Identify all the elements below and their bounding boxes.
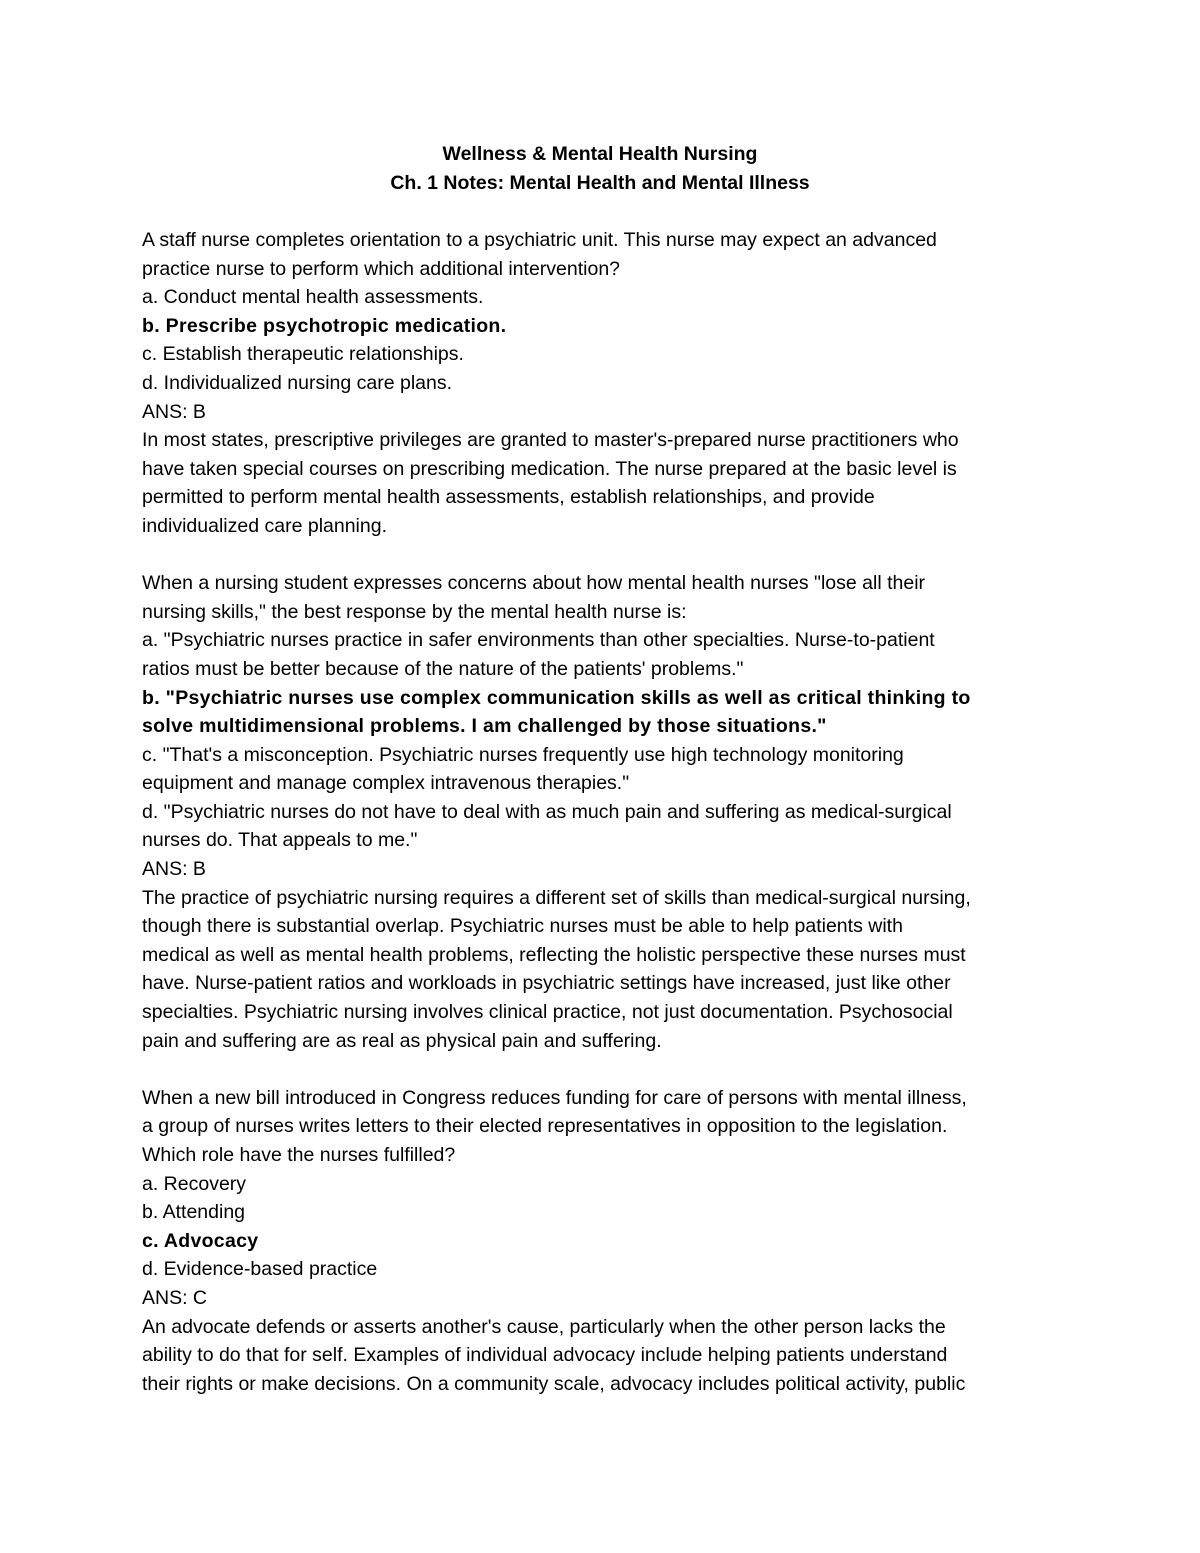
question-stem-line: When a new bill introduced in Congress reduces funding for care of persons with mental illness,: [142, 1086, 967, 1109]
rationale-line: though there is substantial overlap. Psychiatric nurses must be able to help patients with: [142, 915, 903, 938]
rationale-line: have. Nurse-patient ratios and workloads in psychiatric settings have increased, just like other: [142, 972, 951, 995]
question-stem-line: When a nursing student expresses concerns about how mental health nurses "lose all their: [142, 572, 926, 595]
answer-key: ANS: C: [142, 1286, 208, 1309]
correct-option-line: b. "Psychiatric nurses use complex communication skills as well as critical thinking to: [142, 686, 971, 709]
paragraph-spacer: [142, 541, 1072, 570]
rationale-line: have taken special courses on prescribing medication. The nurse prepared at the basic level is: [142, 457, 957, 480]
rationale-line: ability to do that for self. Examples of individual advocacy include helping patients understand: [142, 1344, 948, 1367]
question-block: [142, 226, 1072, 541]
question-block: [142, 569, 1072, 1055]
answer-key: ANS: B: [142, 400, 206, 423]
correct-option-line: c. Advocacy: [142, 1229, 259, 1252]
option-line: c. "That's a misconception. Psychiatric nurses frequently use high technology monitoring: [142, 743, 904, 766]
question-stem-line: Which role have the nurses fulfilled?: [142, 1144, 456, 1166]
rationale-line: their rights or make decisions. On a community scale, advocacy includes political activity, public: [142, 1372, 966, 1395]
option-line: c. Establish therapeutic relationships.: [142, 343, 464, 366]
option-line: ratios must be better because of the nature of the patients' problems.": [142, 657, 744, 680]
correct-option-line: b. Prescribe psychotropic medication.: [142, 314, 507, 337]
option-line: a. "Psychiatric nurses practice in safer environments than other specialties. Nurse-to-patient: [142, 629, 935, 652]
option-line: d. Evidence-based practice: [142, 1258, 378, 1281]
option-line: nurses do. That appeals to me.": [142, 829, 418, 852]
rationale-line: pain and suffering are as real as physical pain and suffering.: [142, 1029, 662, 1052]
option-line: d. "Psychiatric nurses do not have to deal with as much pain and suffering as medical-surgical: [142, 800, 952, 823]
paragraph-spacer: [142, 1055, 1072, 1084]
option-line: b. Attending: [142, 1201, 246, 1224]
answer-key: ANS: B: [142, 858, 206, 881]
rationale-line: The practice of psychiatric nursing requires a different set of skills than medical-surgical nursing,: [142, 886, 971, 909]
document-subtitle: Ch. 1 Notes: Mental Health and Mental Illness: [390, 172, 810, 194]
rationale-line: permitted to perform mental health assessments, establish relationships, and provide: [142, 486, 875, 509]
question-stem-line: nursing skills," the best response by the mental health nurse is:: [142, 600, 687, 623]
rationale-line: individualized care planning.: [142, 514, 387, 537]
rationale-line: specialties. Psychiatric nursing involves clinical practice, not just documentation. Psychosocial: [142, 1001, 953, 1024]
option-line: d. Individualized nursing care plans.: [142, 371, 453, 394]
rationale-line: In most states, prescriptive privileges are granted to master's-prepared nurse practitioners who: [142, 429, 959, 452]
option-line: a. Recovery: [142, 1172, 247, 1195]
option-line: a. Conduct mental health assessments.: [142, 286, 484, 309]
question-block: [142, 1084, 1072, 1399]
document-title: Wellness & Mental Health Nursing: [442, 143, 758, 165]
option-line: equipment and manage complex intravenous therapies.": [142, 772, 630, 795]
document-body: [142, 226, 1072, 1398]
question-stem-line: practice nurse to perform which additional intervention?: [142, 257, 621, 280]
correct-option-line: solve multidimensional problems. I am challenged by those situations.": [142, 715, 827, 738]
rationale-line: An advocate defends or asserts another's cause, particularly when the other person lacks the: [142, 1315, 946, 1338]
rationale-line: medical as well as mental health problems, reflecting the holistic perspective these nurses must: [142, 943, 966, 966]
question-stem-line: a group of nurses writes letters to their elected representatives in opposition to the legislation.: [142, 1115, 948, 1138]
question-stem-line: A staff nurse completes orientation to a psychiatric unit. This nurse may expect an advanced: [142, 229, 937, 251]
